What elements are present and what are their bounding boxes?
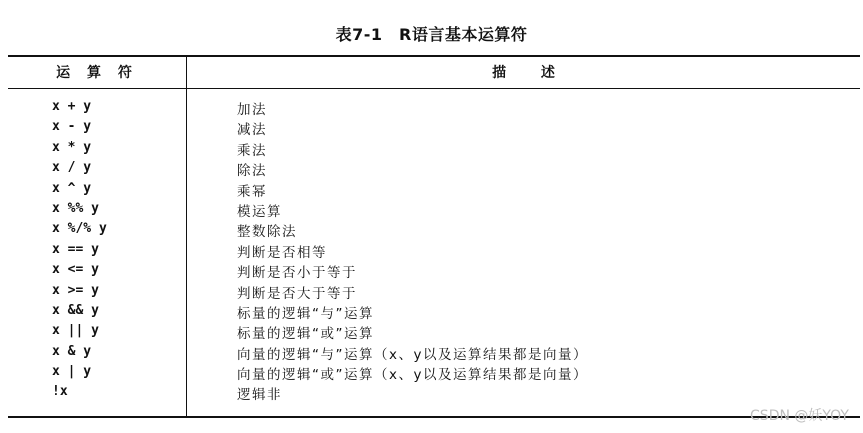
table-row [0,179,863,199]
header-operator: 运 算 符 [56,65,138,81]
table-row [0,199,863,219]
description-cell: 向量的逻辑“与”运算（x、y以及运算结果都是向量） [237,346,588,363]
operator-cell: x * y [52,139,92,155]
operator-cell: x || y [52,323,99,339]
table-row [0,260,863,280]
operator-table-body [0,97,863,403]
description-cell: 乘幂 [237,183,267,200]
description-cell: 减法 [237,122,267,139]
description-cell: 标量的逻辑“或”运算 [237,326,374,343]
operator-cell: x ^ y [52,180,92,196]
table-row [0,117,863,137]
description-cell: 标量的逻辑“与”运算 [237,305,374,322]
operator-cell: x - y [52,119,92,135]
description-cell: 逻辑非 [237,387,282,404]
table-row [0,281,863,301]
watermark: CSDN @妖YOY [750,408,849,424]
operator-cell: x && y [52,302,99,318]
description-cell: 判断是否小于等于 [237,265,357,282]
description-cell: 向量的逻辑“或”运算（x、y以及运算结果都是向量） [237,367,588,384]
operator-cell: x / y [52,160,92,176]
table-row [0,240,863,260]
top-rule [8,55,860,57]
description-cell: 判断是否大于等于 [237,285,357,302]
table-row [0,138,863,158]
description-cell: 加法 [237,102,267,118]
header-description: 描 述 [492,65,555,81]
description-cell: 模运算 [237,203,282,220]
table-row [0,362,863,382]
operator-cell: x + y [52,99,92,114]
table-title: 表7-1 R语言基本运算符 [335,25,528,44]
operator-cell: x | y [52,364,92,380]
table-row [0,97,863,117]
table-row [0,219,863,239]
operator-cell: !x [52,384,68,400]
header-rule [8,88,860,89]
description-cell: 判断是否相等 [237,244,327,261]
table-row [0,158,863,178]
operator-cell: x <= y [52,262,99,278]
operator-cell: x %% y [52,200,99,216]
operator-cell: x & y [52,343,92,359]
bottom-rule [8,416,860,418]
table-row [0,321,863,341]
operator-cell: x %/% y [52,221,107,237]
operator-cell: x == y [52,241,99,257]
description-cell: 除法 [237,163,267,180]
description-cell: 整数除法 [237,224,297,241]
operator-cell: x >= y [52,282,99,298]
table-row [0,301,863,321]
description-cell: 乘法 [237,142,267,159]
table-row [0,382,863,402]
table-row [0,342,863,362]
